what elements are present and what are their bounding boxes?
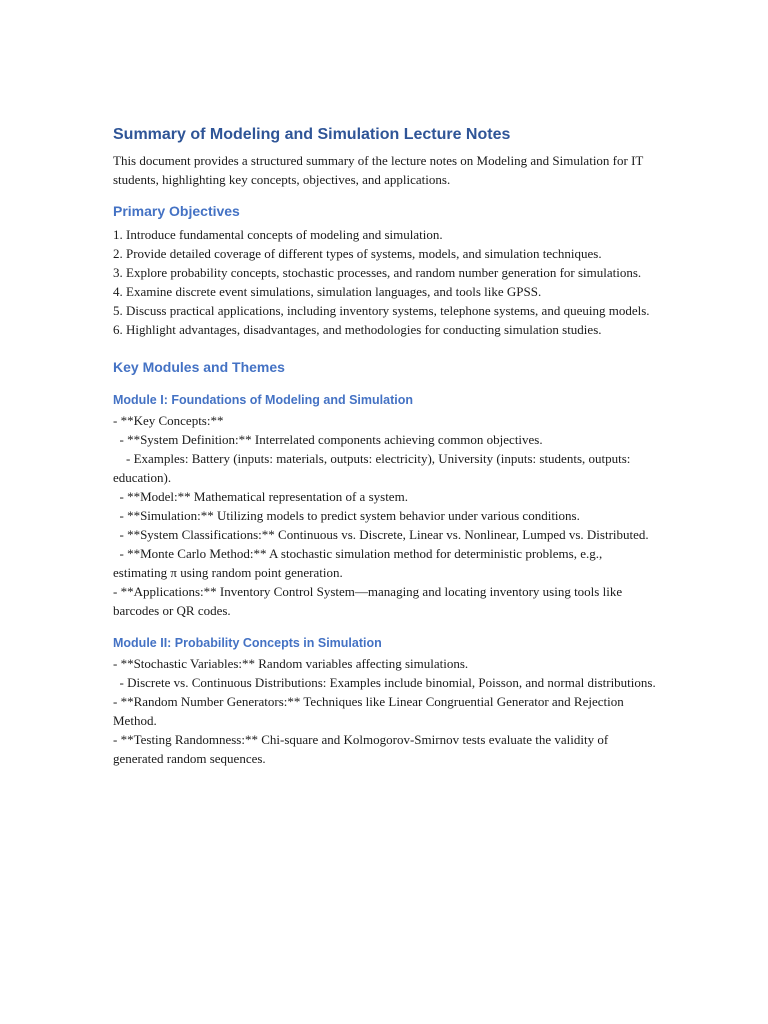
- objective-item: 1. Introduce fundamental concepts of modeling and simulation.: [113, 227, 443, 242]
- module1-line: - **System Classifications:** Continuous vs. Discrete, Linear vs. Nonlinear, Lumped vs. Distributed.: [113, 527, 649, 542]
- module1-line: - **Key Concepts:**: [113, 413, 224, 428]
- module1-heading: Module I: Foundations of Modeling and Simulation: [113, 393, 413, 407]
- module2-heading: Module II: Probability Concepts in Simulation: [113, 636, 382, 650]
- objective-item: 3. Explore probability concepts, stochastic processes, and random number generation for simulations.: [113, 265, 642, 280]
- module1-line: - Examples: Battery (inputs: materials, outputs: electricity), University (inputs: students, outputs: education).: [113, 451, 634, 485]
- module1-line: - **Model:** Mathematical representation of a system.: [113, 489, 408, 504]
- modules-heading: Key Modules and Themes: [113, 359, 285, 375]
- objectives-heading: Primary Objectives: [113, 203, 240, 219]
- module1-line: - **Simulation:** Utilizing models to predict system behavior under various conditions.: [113, 508, 580, 523]
- module2-line: - **Stochastic Variables:** Random variables affecting simulations.: [113, 656, 469, 671]
- module2-content: [113, 654, 658, 768]
- module1-line: - **Monte Carlo Method:** A stochastic simulation method for deterministic problems, e.g., estimating π using random point generation.: [113, 546, 606, 580]
- objective-item: 2. Provide detailed coverage of different types of systems, models, and simulation techniques.: [113, 246, 602, 261]
- objectives-list: [113, 225, 658, 339]
- module1-line: - **Applications:** Inventory Control System—managing and locating inventory using tools like barcodes or QR codes.: [113, 584, 626, 618]
- module1-content: [113, 411, 658, 620]
- document-page: [113, 124, 658, 768]
- intro-paragraph: This document provides a structured summary of the lecture notes on Modeling and Simulation for IT students, highlighting key concepts, objectives, and applications.: [113, 153, 647, 187]
- module2-line: - **Testing Randomness:** Chi-square and Kolmogorov-Smirnov tests evaluate the validity of generated random sequences.: [113, 732, 612, 766]
- module2-line: - **Random Number Generators:** Techniques like Linear Congruential Generator and Rejection Method.: [113, 694, 627, 728]
- objective-item: 6. Highlight advantages, disadvantages, and methodologies for conducting simulation studies.: [113, 322, 602, 337]
- document-title: Summary of Modeling and Simulation Lecture Notes: [113, 126, 511, 143]
- objective-item: 4. Examine discrete event simulations, simulation languages, and tools like GPSS.: [113, 284, 542, 299]
- objective-item: 5. Discuss practical applications, including inventory systems, telephone systems, and queuing models.: [113, 303, 650, 318]
- module1-line: - **System Definition:** Interrelated components achieving common objectives.: [113, 432, 543, 447]
- module2-line: - Discrete vs. Continuous Distributions: Examples include binomial, Poisson, and normal distributions.: [113, 675, 656, 690]
